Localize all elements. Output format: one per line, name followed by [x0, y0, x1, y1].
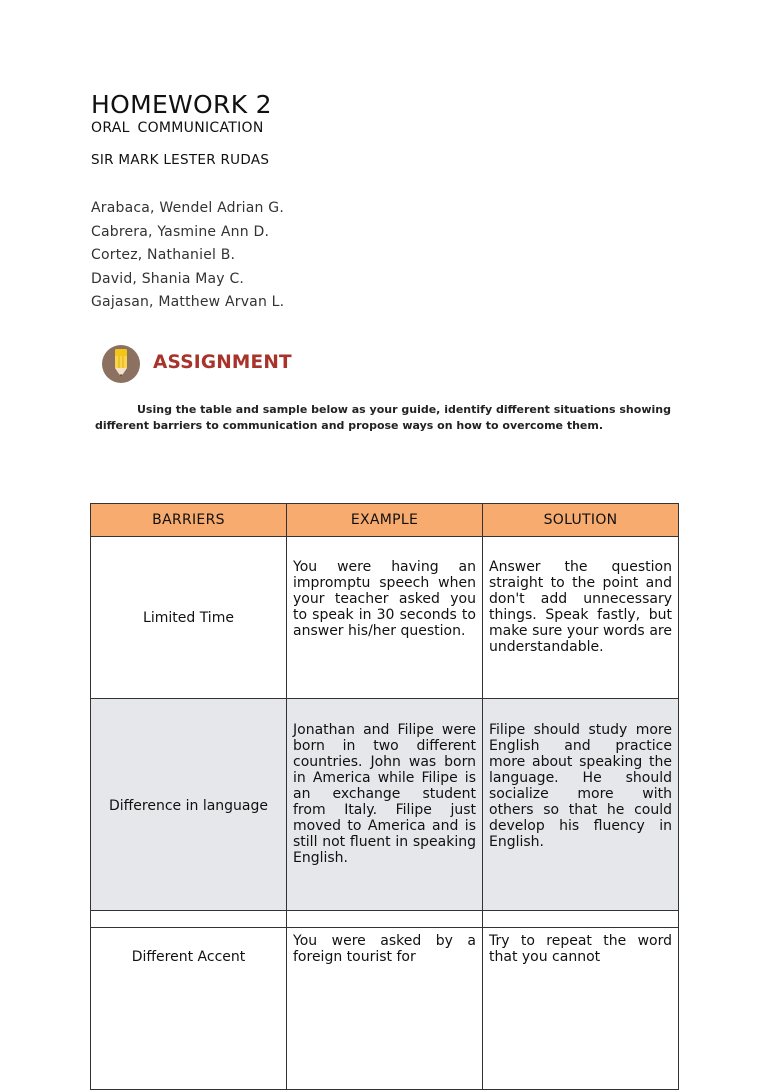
pencil-icon: [102, 345, 140, 383]
instructions-text: Using the table and sample below as your guide, identify different situations showing different barriers to communication and propose ways on how to overcome them.: [95, 403, 671, 432]
table-row: [91, 699, 679, 911]
member-name: David, Shania May C.: [91, 270, 245, 287]
column-header-barriers: BARRIERS: [91, 504, 287, 537]
member-name: Cabrera, Yasmine Ann D.: [91, 223, 270, 240]
member-name: Arabaca, Wendel Adrian G.: [91, 200, 284, 216]
example-cell: You were asked by a foreign tourist for: [287, 911, 483, 1090]
table-row: [91, 537, 679, 699]
teacher-name: SIR MARK LESTER RUDAS: [91, 152, 270, 168]
member-list: [91, 197, 284, 315]
solution-cell: Filipe should study more English and practice more about speaking the language. He should socialize more with others so that he could develop his fluency in English.: [483, 699, 679, 911]
assignment-heading: ASSIGNMENT: [153, 352, 292, 373]
solution-cell: Answer the question straight to the point and don't add unnecessary things. Speak fastly, but make sure your words are understandable.: [483, 537, 679, 699]
table-header-row: [91, 504, 679, 537]
barrier-cell: Different Accent: [91, 911, 287, 1090]
barrier-cell: Limited Time: [91, 537, 287, 699]
example-cell: Jonathan and Filipe were born in two different countries. John was born in America while Filipe is an exchange student from Italy. Filipe just moved to America and is still not fluent in speaking English.: [287, 699, 483, 911]
member-name: Cortez, Nathaniel B.: [91, 247, 236, 263]
column-header-solution: SOLUTION: [483, 504, 679, 537]
page-title: HOMEWORK 2: [91, 90, 272, 119]
table-row: [91, 911, 679, 1090]
example-cell: You were having an impromptu speech when your teacher asked you to speak in 30 seconds to answer his/her question.: [287, 537, 483, 699]
member-name: Gajasan, Matthew Arvan L.: [91, 294, 285, 310]
column-header-example: EXAMPLE: [287, 504, 483, 537]
subject-label: ORAL COMMUNICATION: [91, 120, 264, 136]
solution-cell: Try to repeat the word that you cannot: [483, 911, 679, 1090]
barriers-table-container: [90, 503, 679, 965]
barrier-cell: Difference in language: [91, 699, 287, 911]
barriers-table: [90, 503, 679, 1090]
